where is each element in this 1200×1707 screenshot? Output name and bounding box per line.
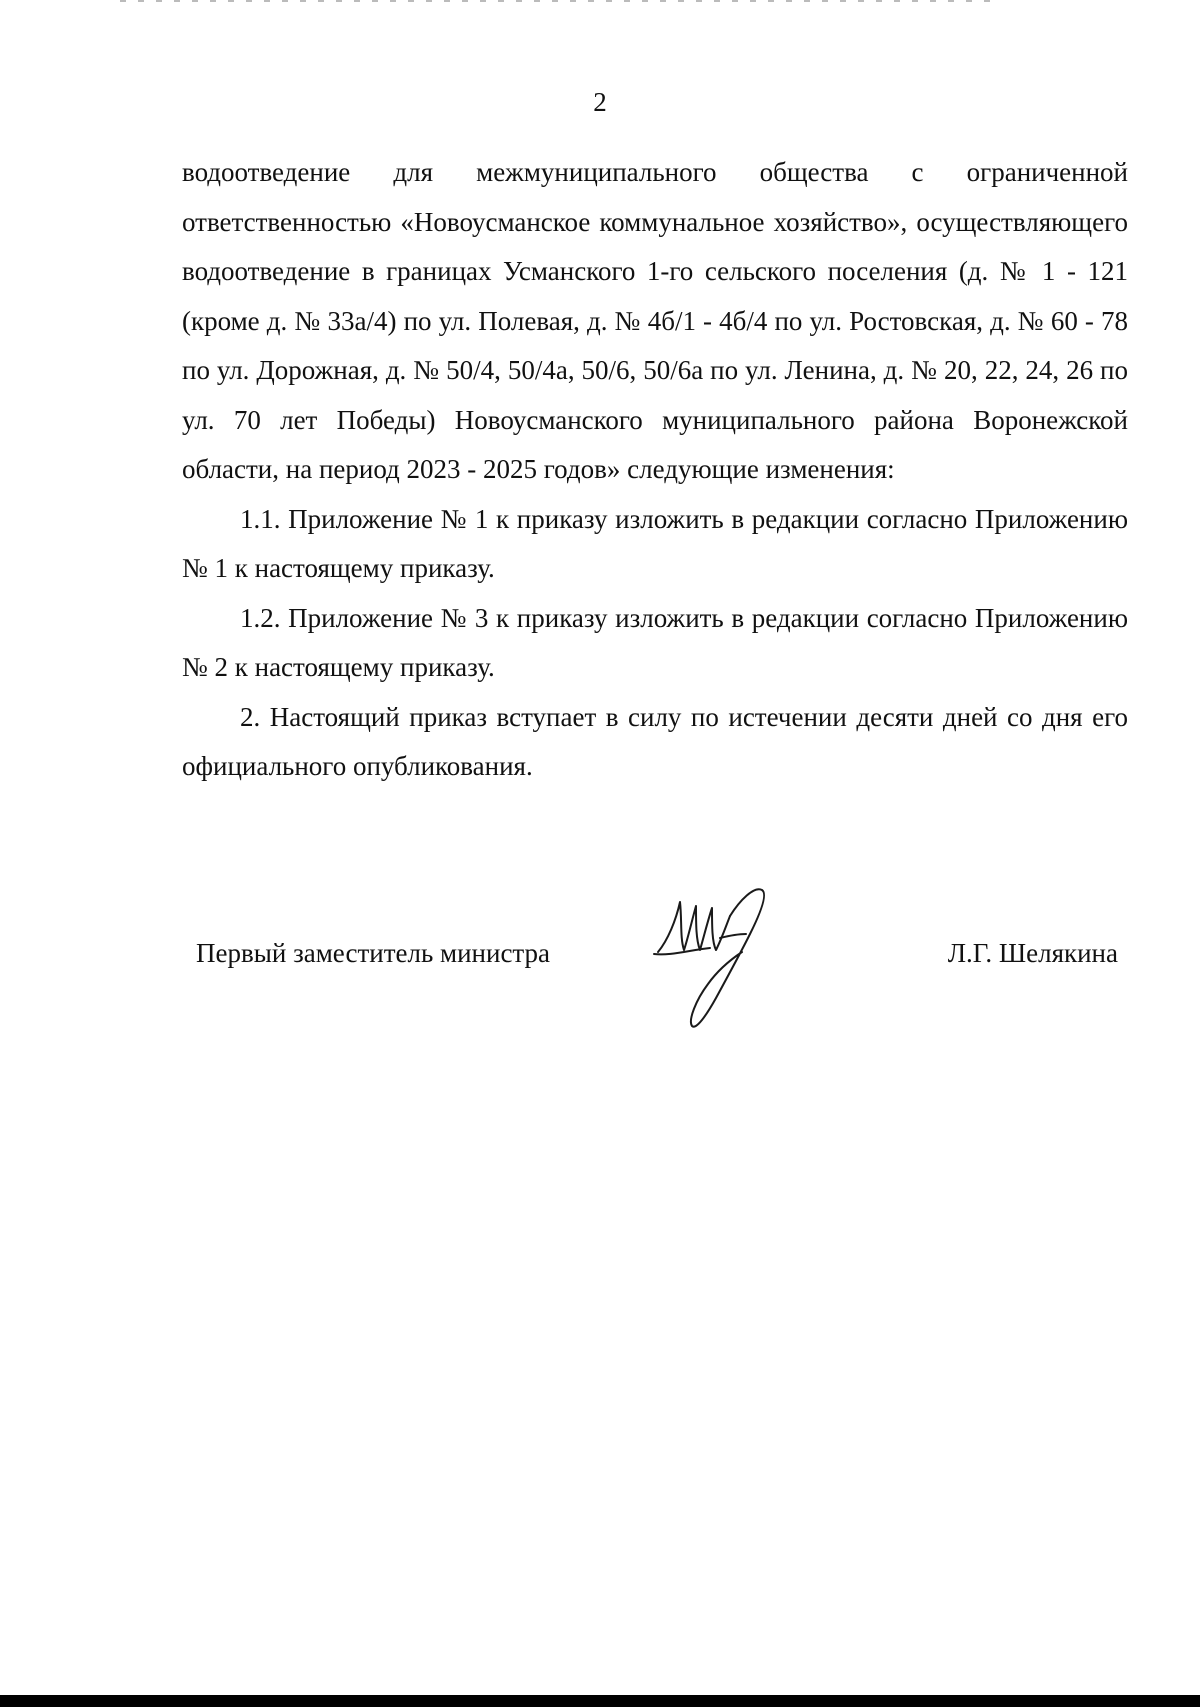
paragraph-item-2: 2. Настоящий приказ вступает в силу по истечении десяти дней со дня его официального опубликования. — [182, 701, 1128, 781]
paragraph-item-1-1: 1.1. Приложение № 1 к приказу изложить в редакции согласно Приложению № 1 к настоящему приказу. — [182, 503, 1128, 583]
signatory-name: Л.Г. Шелякина — [947, 938, 1118, 968]
paragraph-item-1-2: 1.2. Приложение № 3 к приказу изложить в редакции согласно Приложению № 2 к настоящему приказу. — [182, 602, 1128, 682]
document-body — [182, 148, 1128, 792]
scan-bottom-edge — [0, 1695, 1200, 1707]
signatory-position: Первый заместитель министра — [196, 938, 551, 968]
page-number: 2 — [593, 87, 607, 117]
handwritten-signature-icon — [650, 880, 800, 1040]
paragraph-intro: водоотведение для межмуниципального общества с ограниченной ответственностью «Новоусманское коммунальное хозяйство», осуществляющего водоотведение в границах Усманского 1-го сельского поселения (д. № 1 - 121 (кроме д. № 33а/4) по ул. Полевая, д. № 4б/1 - 4б/4 по ул. Ростовская, д. № 60 - 78 по ул. Дорожная, д. № 50/4, 50/4а, 50/6, 50/6а по ул. Ленина, д. № 20, 22, 24, 26 по ул. 70 лет Победы) Новоусманского муниципального района Воронежской области, на период 2023 - 2025 годов» следующие изменения: — [182, 157, 1128, 484]
scan-top-edge — [120, 0, 1000, 2]
